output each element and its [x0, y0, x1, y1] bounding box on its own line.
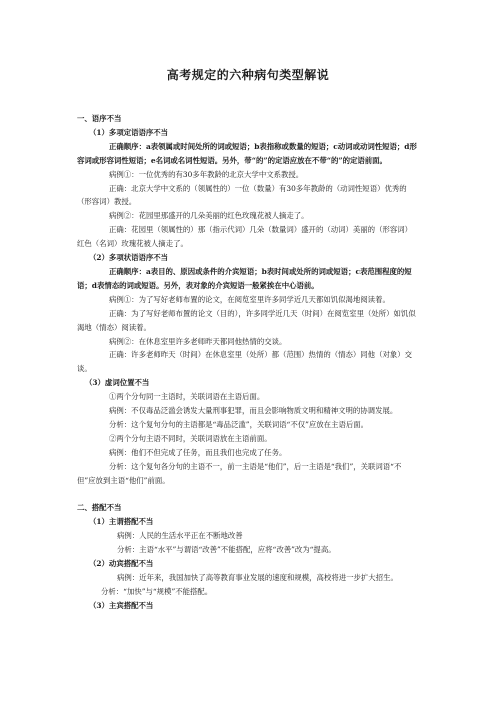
paragraph: 正确：为了写好老师布置的论文（目的），许多同学近几天（时间）在阅览室里（处所）如饥似渴地（情态）阅读着。: [77, 308, 416, 332]
section-heading: 二、搭配不当: [77, 503, 122, 513]
section-gap: [77, 487, 417, 501]
paragraph: （2）多项状语语序不当: [89, 253, 169, 263]
paragraph: 病例：他们不但完成了任务，而且我们也完成了任务。: [109, 447, 287, 457]
paragraph: ①两个分句同一主语时，关联词语在主语后面。: [109, 392, 265, 402]
paragraph: ②两个分句主语不同时，关联词语放在主语前面。: [109, 433, 272, 443]
paragraph: 病例①：一位优秀的有30多年教龄的北京大学中文系教授。: [109, 169, 304, 179]
paragraph: 病例：近年来，我国加快了高等教育事业发展的速度和规模，高校将进一步扩大招生。: [117, 573, 398, 582]
paragraph: 病例②：在休息室里许多老师昨天都同他热情的交谈。: [109, 336, 287, 346]
paragraph: 正确：许多老师昨天（时间）在休息室里（处所）都（范围）热情的（情态）同他（对象）交谈。: [77, 350, 413, 374]
paragraph: 正确：花园里（领属性的）那（指示代词）几朵（数量词）盛开的（动词）美丽的（形容词）红色（名词）玫瑰花被人摘走了。: [77, 225, 413, 249]
paragraph: 正确顺序：a表领属或时间处所的词或短语；b表指称或数量的短语；c动词或动词性短语；d形容词或形容词性短语；e名词或名词性短语。另外，带“的”的定语应放在不带“的”的定语前面。: [77, 141, 417, 165]
paragraph: 分析：主语“水平”与谓语“改善”不能搭配，应将“改善”改为“提高。: [117, 545, 336, 555]
paragraph: （3）虚词位置不当: [85, 378, 150, 388]
section-content: [77, 515, 417, 612]
paragraph: 病例①：为了写好老师布置的论文，在阅览室里许多同学近几天都如饥似渴地阅读着。: [109, 294, 390, 304]
section-heading: 一、语序不当: [77, 114, 122, 123]
paragraph: 分析：这个复句分句的主语都是“毒品泛滥”，关联词语“不仅”应放在主语后面。: [109, 419, 369, 429]
paragraph: （3）主宾搭配不当: [89, 600, 154, 610]
document-body: [77, 112, 417, 613]
paragraph: 分析：“加快”与“规模”不能搭配。: [101, 586, 213, 596]
paragraph: （1）主谓搭配不当: [89, 517, 154, 527]
paragraph: 病例：不仅毒品泛滥会诱发大量刑事犯罪，而且会影响物质文明和精神文明的协调发展。: [109, 406, 398, 416]
document-title: 高考规定的六种病句类型解说: [166, 68, 330, 82]
paragraph: 病例：人民的生活水平正在不断地改善: [117, 531, 243, 541]
section-content: [77, 126, 417, 488]
paragraph: 分析：这个复句各分句的主语不一，前一主语是“他们”，后一主语是“我们”，关联词语“不但”应放到主语“他们”前面。: [77, 461, 402, 485]
paragraph: （2）动宾搭配不当: [89, 559, 154, 569]
paragraph: 病例②：花园里那盛开的几朵美丽的红色玫瑰花被人摘走了。: [109, 211, 309, 221]
paragraph: 正确：北京大学中文系的（领属性的）一位（数量）有30多年教龄的（动词性短语）优秀的（形容词）教授。: [77, 183, 407, 207]
paragraph: 正确顺序：a表目的、原因或条件的介宾短语；b表时间或处所的词或短语；c表范围程度的短语；d表情态的词或短语。另外，表对象的介宾短语一般紧挨在中心语前。: [77, 266, 412, 290]
paragraph: （1）多项定语语序不当: [89, 127, 169, 137]
